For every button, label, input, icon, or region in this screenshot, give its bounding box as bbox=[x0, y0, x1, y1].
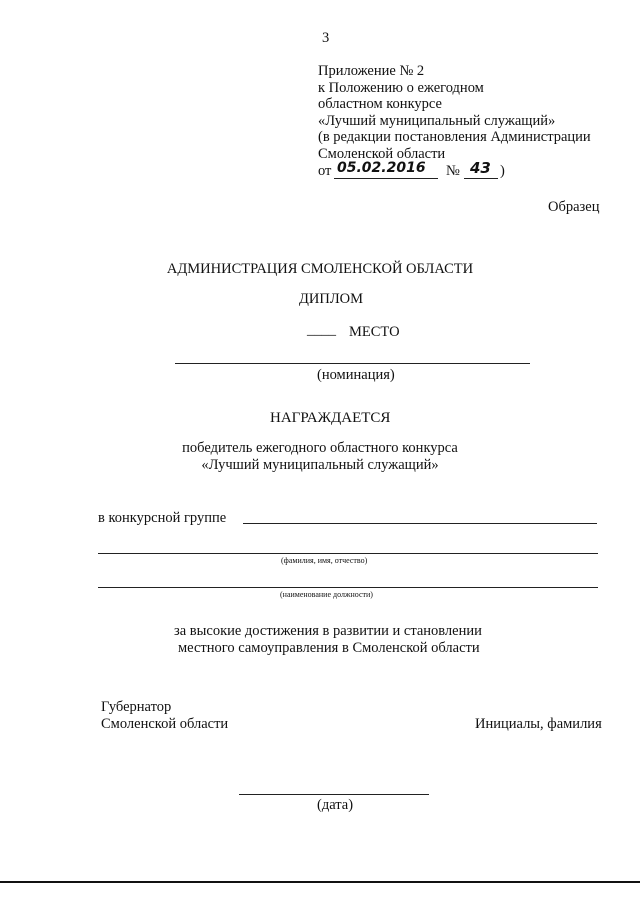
appendix-line: Приложение № 2 bbox=[318, 63, 425, 79]
appendix-date-prefix: от bbox=[318, 163, 332, 179]
place-blank: ____ bbox=[307, 322, 336, 338]
appendix-number-value: 43 bbox=[470, 159, 491, 177]
signature-title-line-2: Смоленской области bbox=[101, 716, 229, 732]
nomination-caption: (номинация) bbox=[317, 367, 395, 383]
group-line bbox=[243, 523, 597, 524]
winner-line-2: «Лучший муниципальный служащий» bbox=[201, 457, 439, 473]
date-underline bbox=[334, 178, 438, 179]
date-line bbox=[239, 794, 429, 795]
sample-label: Образец bbox=[548, 199, 600, 215]
achievement-line-1: за высокие достижения в развитии и становлении bbox=[174, 623, 482, 639]
awarded-heading: НАГРАЖДАЕТСЯ bbox=[270, 410, 391, 426]
position-line bbox=[98, 587, 598, 588]
appendix-line: к Положению о ежегодном bbox=[318, 79, 484, 96]
position-caption: (наименование должности) bbox=[280, 590, 373, 599]
appendix-close-paren: ) bbox=[500, 163, 505, 179]
winner-line-1: победитель ежегодного областного конкурса bbox=[182, 440, 458, 456]
achievement-line-2: местного самоуправления в Смоленской области bbox=[178, 640, 480, 656]
place-label: МЕСТО bbox=[349, 324, 400, 340]
appendix-line: Смоленской области bbox=[318, 145, 446, 162]
page-number: 3 bbox=[322, 30, 330, 46]
nomination-line bbox=[175, 363, 530, 364]
group-label: в конкурсной группе bbox=[98, 510, 227, 526]
appendix-number-prefix: № bbox=[446, 163, 460, 179]
administration-title: АДМИНИСТРАЦИЯ СМОЛЕНСКОЙ ОБЛАСТИ bbox=[166, 261, 474, 277]
fio-caption: (фамилия, имя, отчество) bbox=[281, 556, 368, 565]
signature-title-line-1: Губернатор bbox=[101, 699, 172, 715]
appendix-line: областном конкурсе bbox=[318, 96, 442, 112]
date-caption: (дата) bbox=[317, 797, 354, 813]
number-underline bbox=[464, 178, 498, 179]
page-bottom-edge bbox=[0, 881, 640, 883]
appendix-date-value: 05.02.2016 bbox=[337, 160, 426, 176]
fio-line bbox=[98, 553, 598, 554]
appendix-line: (в редакции постановления Администрации bbox=[318, 129, 591, 145]
appendix-block bbox=[318, 63, 591, 162]
appendix-line: «Лучший муниципальный служащий» bbox=[318, 112, 556, 129]
signature-name: Инициалы, фамилия bbox=[475, 716, 602, 732]
diploma-title: ДИПЛОМ bbox=[299, 291, 364, 307]
